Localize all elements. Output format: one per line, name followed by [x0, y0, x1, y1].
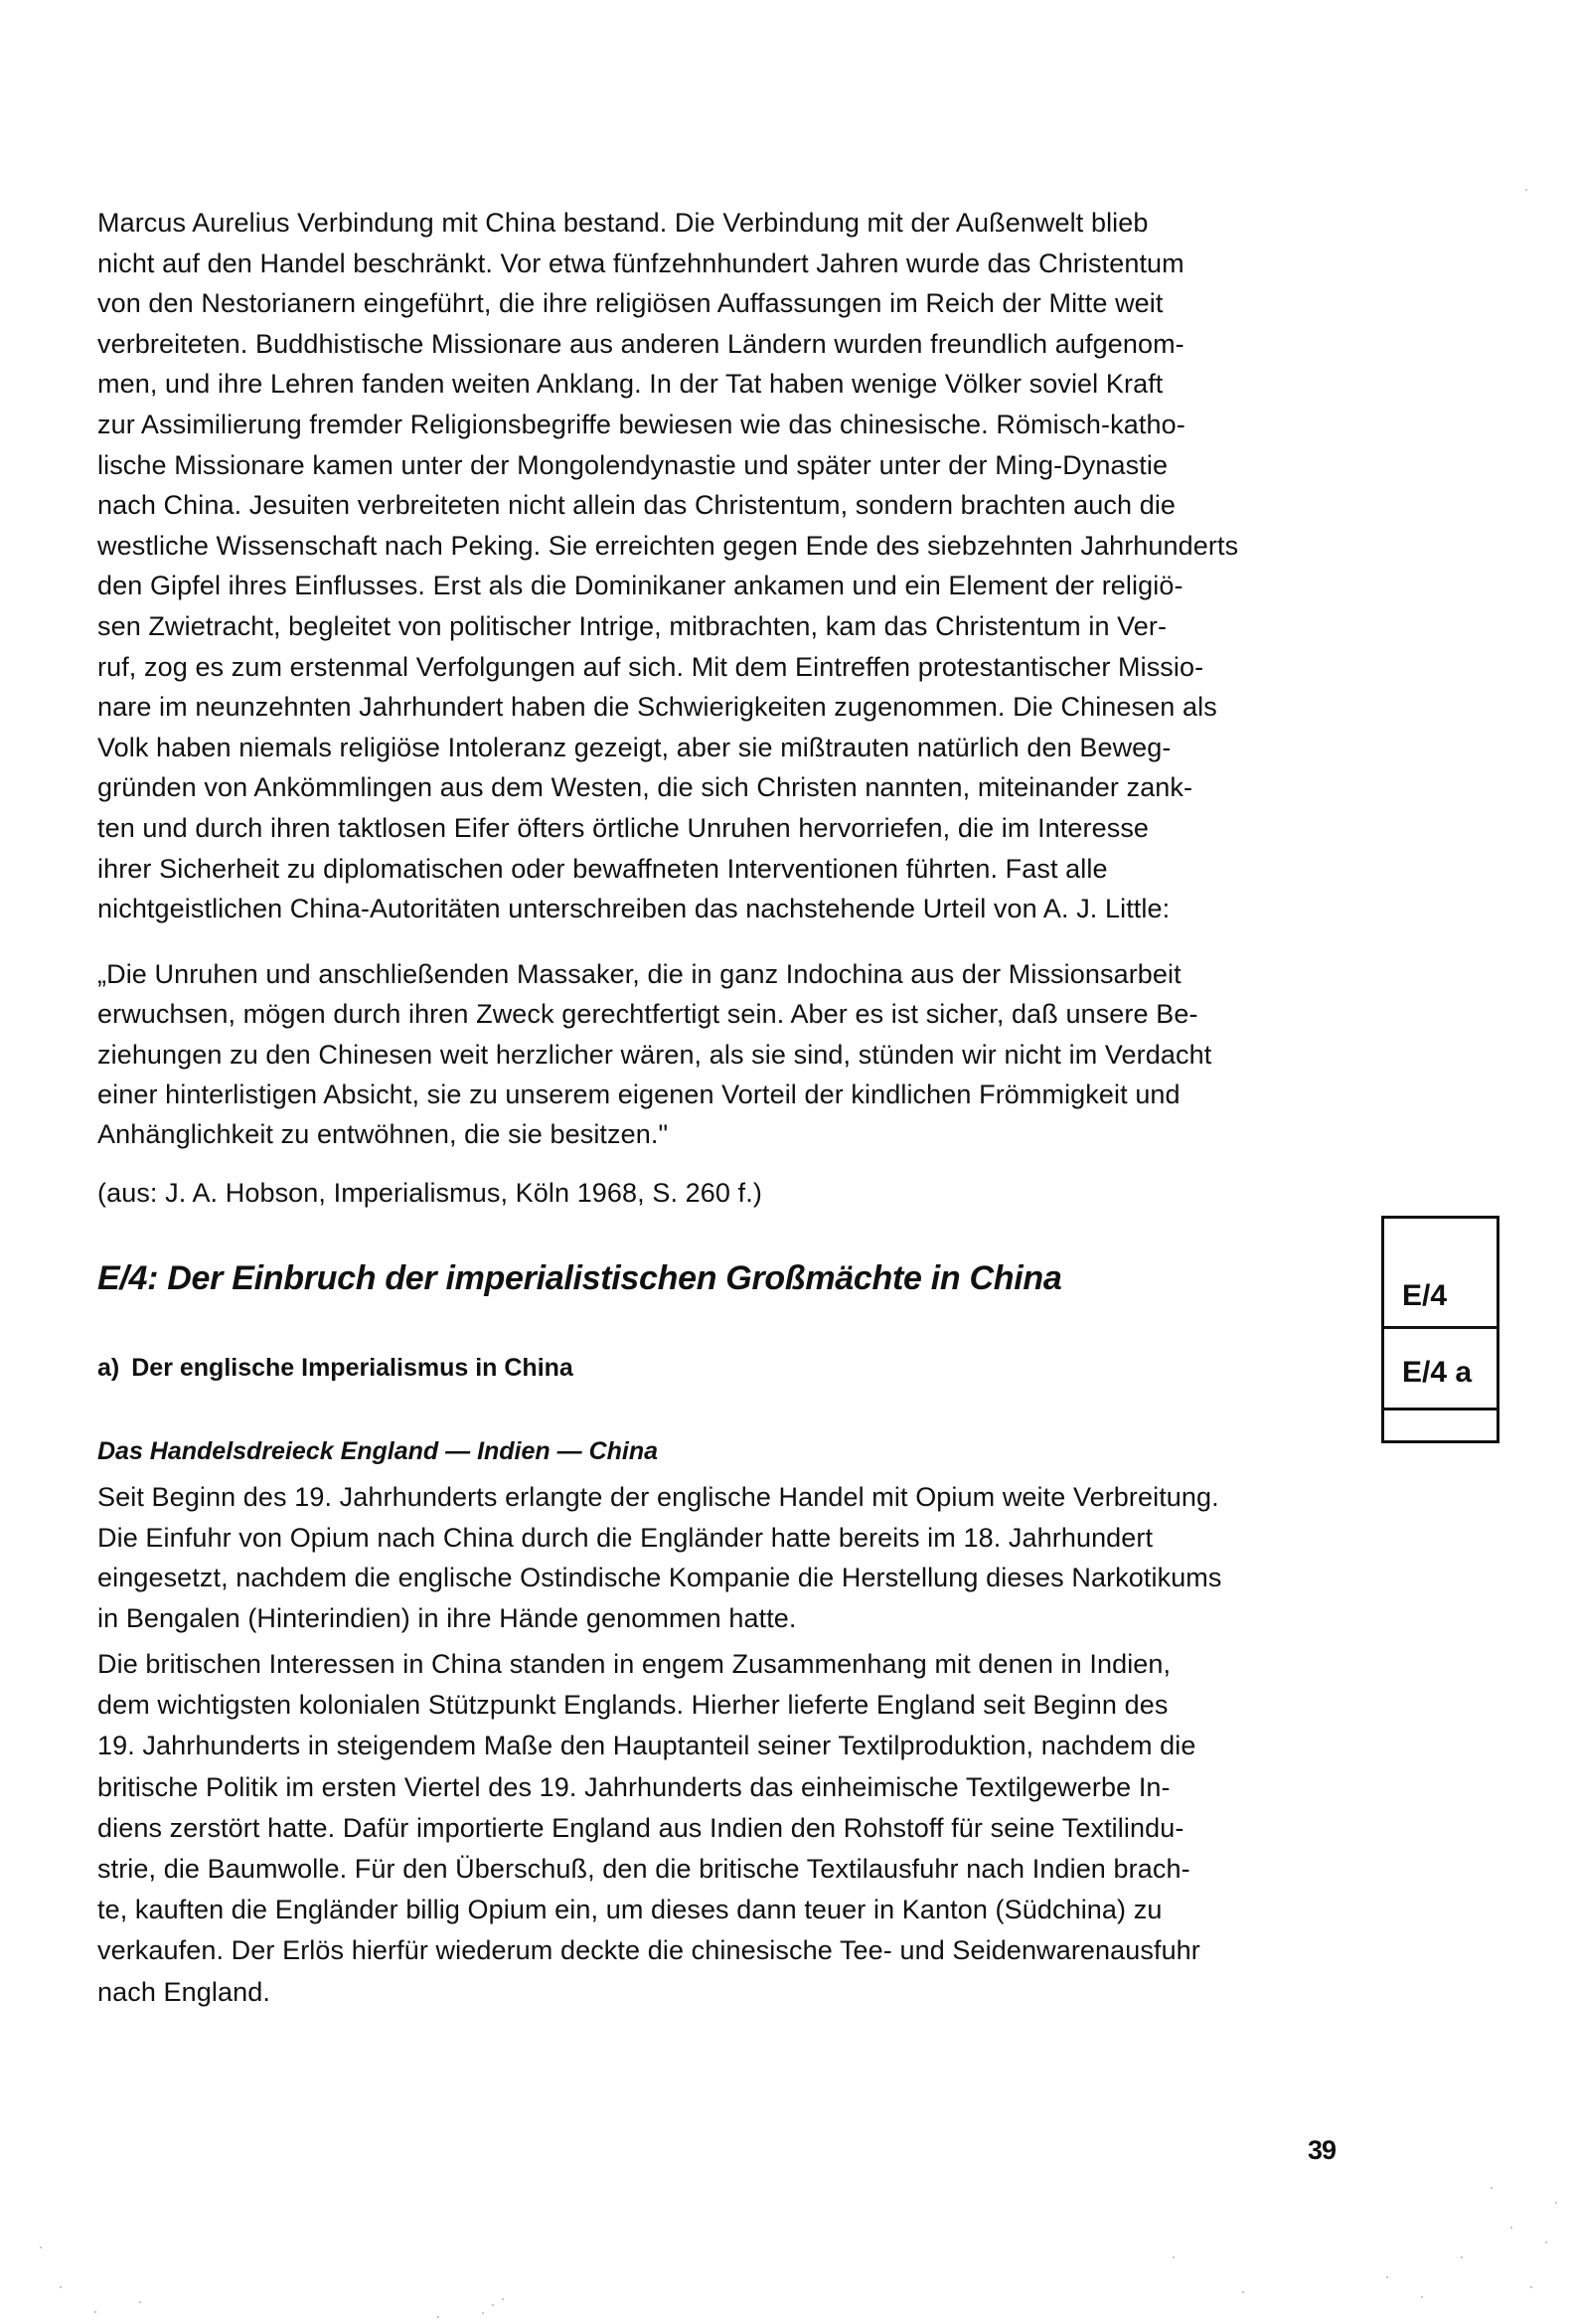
source-citation: (aus: J. A. Hobson, Imperialismus, Köln 1968, S. 260 f.) [97, 1178, 762, 1208]
text-line: Die britischen Interessen in China standen in engem Zusammenhang mit denen in Indien, [97, 1649, 1172, 1679]
margin-divider [1384, 1408, 1497, 1411]
quote-source [97, 1173, 1371, 1214]
text-line: nicht auf den Handel beschränkt. Vor etwa fünfzehnhundert Jahren wurde das Christentum [97, 248, 1184, 278]
body-paragraph-1 [97, 1477, 1371, 1638]
text-line: lische Missionare kamen unter der Mongolendynastie und später unter der Ming-Dynastie [97, 449, 1169, 480]
text-line: in Bengalen (Hinterindien) in ihre Hände genommen hatte. [97, 1602, 797, 1633]
subsection-title: Der englische Imperialismus in China [131, 1354, 573, 1382]
text-line: verkaufen. Der Erlös hierfür wiederum deckte die chinesische Tee- und Seidenwarenausfuhr [97, 1935, 1200, 1966]
page-number: 39 [1308, 2135, 1337, 2165]
text-line: den Gipfel ihres Einflusses. Erst als die Dominikaner ankamen und ein Element der religiö- [97, 571, 1183, 601]
text-line: ruf, zog es zum erstenmal Verfolgungen auf sich. Mit dem Eintreffen protestantischer Missio- [97, 651, 1204, 682]
text-line: men, und ihre Lehren fanden weiten Anklang. In der Tat haben wenige Völker soviel Kraft [97, 369, 1164, 400]
text-line: dem wichtigsten kolonialen Stützpunkt Englands. Hierher lieferte England seit Beginn des [97, 1690, 1169, 1721]
text-line: ten und durch ihren taktlosen Eifer öfters örtliche Unruhen hervorriefen, die im Interesse [97, 812, 1150, 843]
paragraph-heading: Das Handelsdreieck England — Indien — China [97, 1437, 659, 1465]
text-line: zur Assimilierung fremder Religionsbegriffe bewiesen wie das chinesische. Römisch-katho- [97, 409, 1185, 439]
text-line: nach England. [97, 1976, 270, 2007]
text-line: nach China. Jesuiten verbreiteten nicht allein das Christentum, sondern brachten auch die [97, 490, 1177, 521]
margin-divider [1384, 1326, 1497, 1329]
quote-line: Anhänglichkeit zu entwöhnen, die sie besitzen." [97, 1119, 669, 1150]
text-line: sen Zwietracht, begleitet von politischer Intrige, mitbrachten, kam das Christentum in Ver- [97, 610, 1168, 641]
intro-paragraph [97, 203, 1371, 929]
body-paragraph-2 [97, 1644, 1371, 2013]
margin-label-e4a: E/4 a [1402, 1356, 1473, 1389]
text-line: nichtgeistlichen China-Autoritäten unterschreiben das nachstehende Urteil von A. J. Little: [97, 894, 1171, 924]
quote-line: einer hinterlistigen Absicht, sie zu unserem eigenen Vorteil der kindlichen Frömmigkeit und [97, 1079, 1181, 1109]
text-line: Seit Beginn des 19. Jahrhunderts erlangte der englische Handel mit Opium weite Verbreitung. [97, 1482, 1219, 1512]
text-line: Die Einfuhr von Opium nach China durch die Engländer hatte bereits im 18. Jahrhundert [97, 1522, 1154, 1553]
margin-label-e4: E/4 [1402, 1279, 1448, 1312]
text-line: te, kauften die Engländer billig Opium ein, um dieses dann teuer in Kanton (Südchina) zu [97, 1895, 1163, 1925]
quote-line: „Die Unruhen und anschließenden Massaker, die in ganz Indochina aus der Missionsarbeit [97, 959, 1182, 989]
text-line: gründen von Ankömmlingen aus dem Westen, die sich Christen nannten, miteinander zank- [97, 772, 1193, 803]
text-line: nare im neunzehnten Jahrhundert haben die Schwierigkeiten zugenommen. Die Chinesen als [97, 692, 1217, 723]
text-line: britische Politik im ersten Viertel des 19. Jahrhunderts das einheimische Textilgewerbe In- [97, 1771, 1171, 1802]
section-heading: E/4: Der Einbruch der imperialistischen Großmächte in China [97, 1259, 1062, 1297]
quote-line: ziehungen zu den Chinesen weit herzlicher wären, als sie sind, stünden wir nicht im Verdacht [97, 1039, 1212, 1070]
subsection-letter: a) [97, 1354, 120, 1382]
text-line: diens zerstört hatte. Dafür importierte England aus Indien den Rohstoff für seine Textilindu- [97, 1812, 1184, 1843]
text-line: eingesetzt, nachdem die englische Ostindische Kompanie die Herstellung dieses Narkotikums [97, 1563, 1222, 1593]
text-line: verbreiteten. Buddhistische Missionare aus anderen Ländern wurden freundlich aufgenom- [97, 328, 1184, 359]
blockquote [97, 954, 1371, 1154]
text-line: 19. Jahrhunderts in steigendem Maße den Hauptanteil seiner Textilproduktion, nachdem die [97, 1731, 1196, 1761]
text-line: Volk haben niemals religiöse Intoleranz gezeigt, aber sie mißtrauten natürlich den Beweg- [97, 732, 1172, 762]
text-line: Marcus Aurelius Verbindung mit China bestand. Die Verbindung mit der Außenwelt blieb [97, 208, 1149, 238]
text-line: strie, die Baumwolle. Für den Überschuß, den die britische Textilausfuhr nach Indien brach- [97, 1854, 1190, 1885]
text-line: von den Nestorianern eingeführt, die ihre religiösen Auffassungen im Reich der Mitte weit [97, 288, 1164, 319]
quote-line: erwuchsen, mögen durch ihren Zweck gerechtfertigt sein. Aber es ist sicher, daß unsere Be- [97, 999, 1198, 1030]
subsection-heading [97, 1354, 573, 1383]
text-line: westliche Wissenschaft nach Peking. Sie erreichten gegen Ende des siebzehnten Jahrhunderts [97, 530, 1239, 561]
margin-reference-box [1381, 1216, 1499, 1443]
text-line: ihrer Sicherheit zu diplomatischen oder bewaffneten Interventionen führten. Fast alle [97, 853, 1108, 884]
